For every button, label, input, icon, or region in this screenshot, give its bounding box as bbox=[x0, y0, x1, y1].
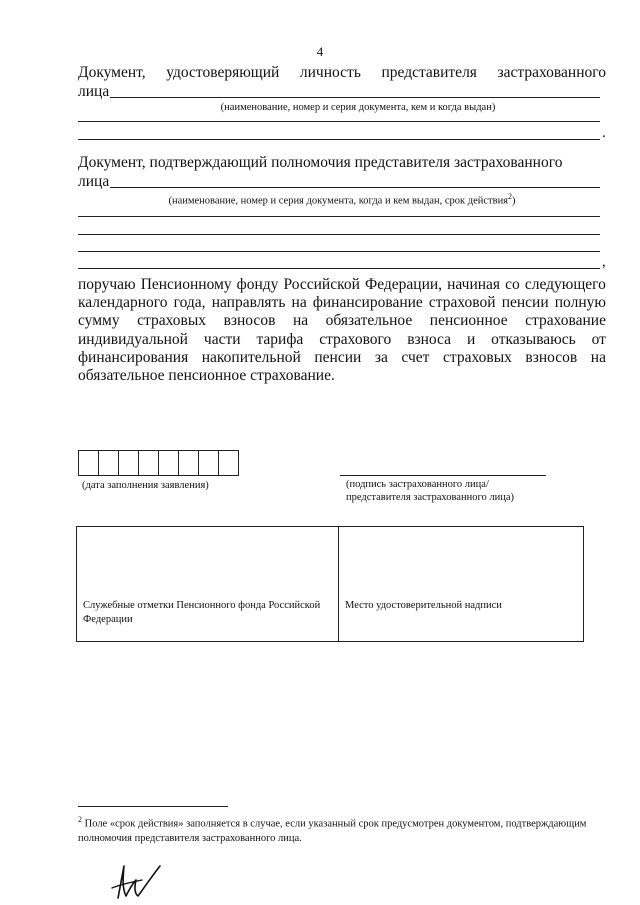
certification-cell bbox=[339, 527, 583, 641]
word: Федерации, bbox=[364, 276, 443, 293]
doc-authority-hint bbox=[78, 188, 606, 211]
date-digit-box[interactable] bbox=[119, 451, 139, 475]
doc-authority-hint-text: (наименование, номер и серия документа, когда и кем выдан, срок действия bbox=[168, 195, 509, 207]
word: на bbox=[590, 348, 606, 366]
period-mark: . bbox=[602, 125, 606, 141]
footnote-ref: 2 bbox=[508, 192, 513, 201]
word: от bbox=[591, 330, 606, 348]
word: Пенсионному bbox=[140, 276, 232, 293]
doc-identity-field-line[interactable] bbox=[110, 97, 600, 98]
word: Документ, bbox=[78, 64, 146, 81]
footnote bbox=[78, 813, 606, 846]
footnote-marker: 2 bbox=[78, 815, 82, 824]
pfr-marks-label bbox=[83, 599, 332, 627]
word: следующего bbox=[524, 276, 606, 293]
main-paragraph bbox=[78, 276, 606, 385]
word: сумму bbox=[78, 312, 120, 330]
word: накопительной bbox=[201, 348, 301, 366]
certification-label: Место удостоверительной надписи bbox=[345, 600, 502, 611]
word: личность bbox=[299, 64, 361, 81]
comma-mark: , bbox=[602, 254, 606, 270]
paragraph-line bbox=[78, 312, 606, 330]
word: части bbox=[203, 330, 241, 348]
doc-identity-hint: (наименование, номер и серия документа, кем и когда выдан) bbox=[220, 102, 496, 113]
word: со bbox=[505, 276, 520, 293]
word: представителя bbox=[381, 64, 477, 81]
pfr-marks-label-line2: Федерации bbox=[83, 614, 133, 625]
doc-identity-line2-prefix: лица bbox=[78, 83, 110, 100]
word: финансирование bbox=[312, 294, 423, 312]
word: взносов bbox=[525, 348, 578, 366]
doc-authority-line2-prefix: лица bbox=[78, 173, 110, 190]
signature-line[interactable] bbox=[340, 475, 546, 476]
handwritten-initials-icon bbox=[108, 858, 168, 904]
word: взноса bbox=[407, 330, 452, 348]
paragraph-line bbox=[78, 294, 606, 312]
doc-authority-blank-line[interactable] bbox=[78, 234, 600, 235]
date-boxes bbox=[78, 450, 239, 476]
word: финансирования bbox=[78, 348, 189, 366]
pfr-marks-cell bbox=[77, 527, 339, 641]
word: пенсии bbox=[314, 348, 362, 366]
doc-identity-blank-line[interactable] bbox=[78, 139, 600, 140]
word: на bbox=[291, 294, 307, 312]
word: счет bbox=[401, 348, 430, 366]
word: страхового bbox=[319, 330, 392, 348]
word: пенсионное bbox=[429, 312, 508, 330]
doc-authority-blank-line[interactable] bbox=[78, 268, 600, 269]
word: полную bbox=[554, 294, 606, 312]
word: обязательное bbox=[325, 312, 413, 330]
word: на bbox=[292, 312, 309, 330]
date-digit-box[interactable] bbox=[219, 451, 238, 475]
word: страховой bbox=[428, 294, 496, 312]
word: застрахованного bbox=[497, 64, 606, 81]
word: фонду bbox=[236, 276, 279, 293]
word: обязательное пенсионное страхование. bbox=[78, 367, 335, 385]
page-number: 4 bbox=[316, 44, 324, 59]
word: поручаю bbox=[78, 276, 136, 293]
paragraph-line bbox=[78, 276, 606, 294]
date-label: (дата заполнения заявления) bbox=[82, 480, 209, 491]
footnote-rule bbox=[78, 806, 228, 807]
word: начиная bbox=[447, 276, 501, 293]
footnote-text: Поле «срок действия» заполняется в случае, если указанный срок предусмотрен документом, подтверждающим полномочия представителя застрахованного лица. bbox=[78, 818, 587, 844]
word: Российской bbox=[283, 276, 360, 293]
date-digit-box[interactable] bbox=[139, 451, 159, 475]
date-digit-box[interactable] bbox=[199, 451, 219, 475]
doc-authority-blank-line[interactable] bbox=[78, 251, 600, 252]
word: за bbox=[374, 348, 388, 366]
word: тарифа bbox=[256, 330, 304, 348]
word: года, bbox=[173, 294, 206, 312]
official-marks-table bbox=[76, 526, 584, 642]
word: пенсии bbox=[501, 294, 549, 312]
signature-label-line1: (подпись застрахованного лица/ bbox=[346, 479, 489, 490]
paragraph-line bbox=[78, 331, 606, 349]
doc-identity-blank-line[interactable] bbox=[78, 121, 600, 122]
date-digit-box[interactable] bbox=[99, 451, 119, 475]
word: и bbox=[466, 330, 476, 348]
date-digit-box[interactable] bbox=[79, 451, 99, 475]
pfr-marks-label-line1: Служебные отметки Пенсионного фонда Российской bbox=[83, 600, 321, 611]
date-digit-box[interactable] bbox=[179, 451, 199, 475]
doc-authority-line1: Документ, подтверждающий полномочия представителя застрахованного bbox=[78, 154, 563, 171]
word: страховых bbox=[443, 348, 512, 366]
paragraph-line bbox=[78, 349, 606, 367]
doc-authority-blank-line[interactable] bbox=[78, 216, 600, 217]
word: направлять bbox=[211, 294, 286, 312]
doc-identity-line1 bbox=[78, 64, 606, 82]
word: отказываюсь bbox=[491, 330, 576, 348]
word: страховых bbox=[137, 312, 207, 330]
word: календарного bbox=[78, 294, 168, 312]
word: индивидуальной bbox=[78, 330, 188, 348]
paragraph-line bbox=[78, 367, 606, 385]
date-digit-box[interactable] bbox=[159, 451, 179, 475]
signature-label-line2: представителя застрахованного лица) bbox=[346, 492, 515, 503]
hint-close: ) bbox=[512, 195, 516, 207]
word: взносов bbox=[223, 312, 276, 330]
word: удостоверяющий bbox=[166, 64, 280, 81]
word: страхование bbox=[525, 312, 606, 330]
